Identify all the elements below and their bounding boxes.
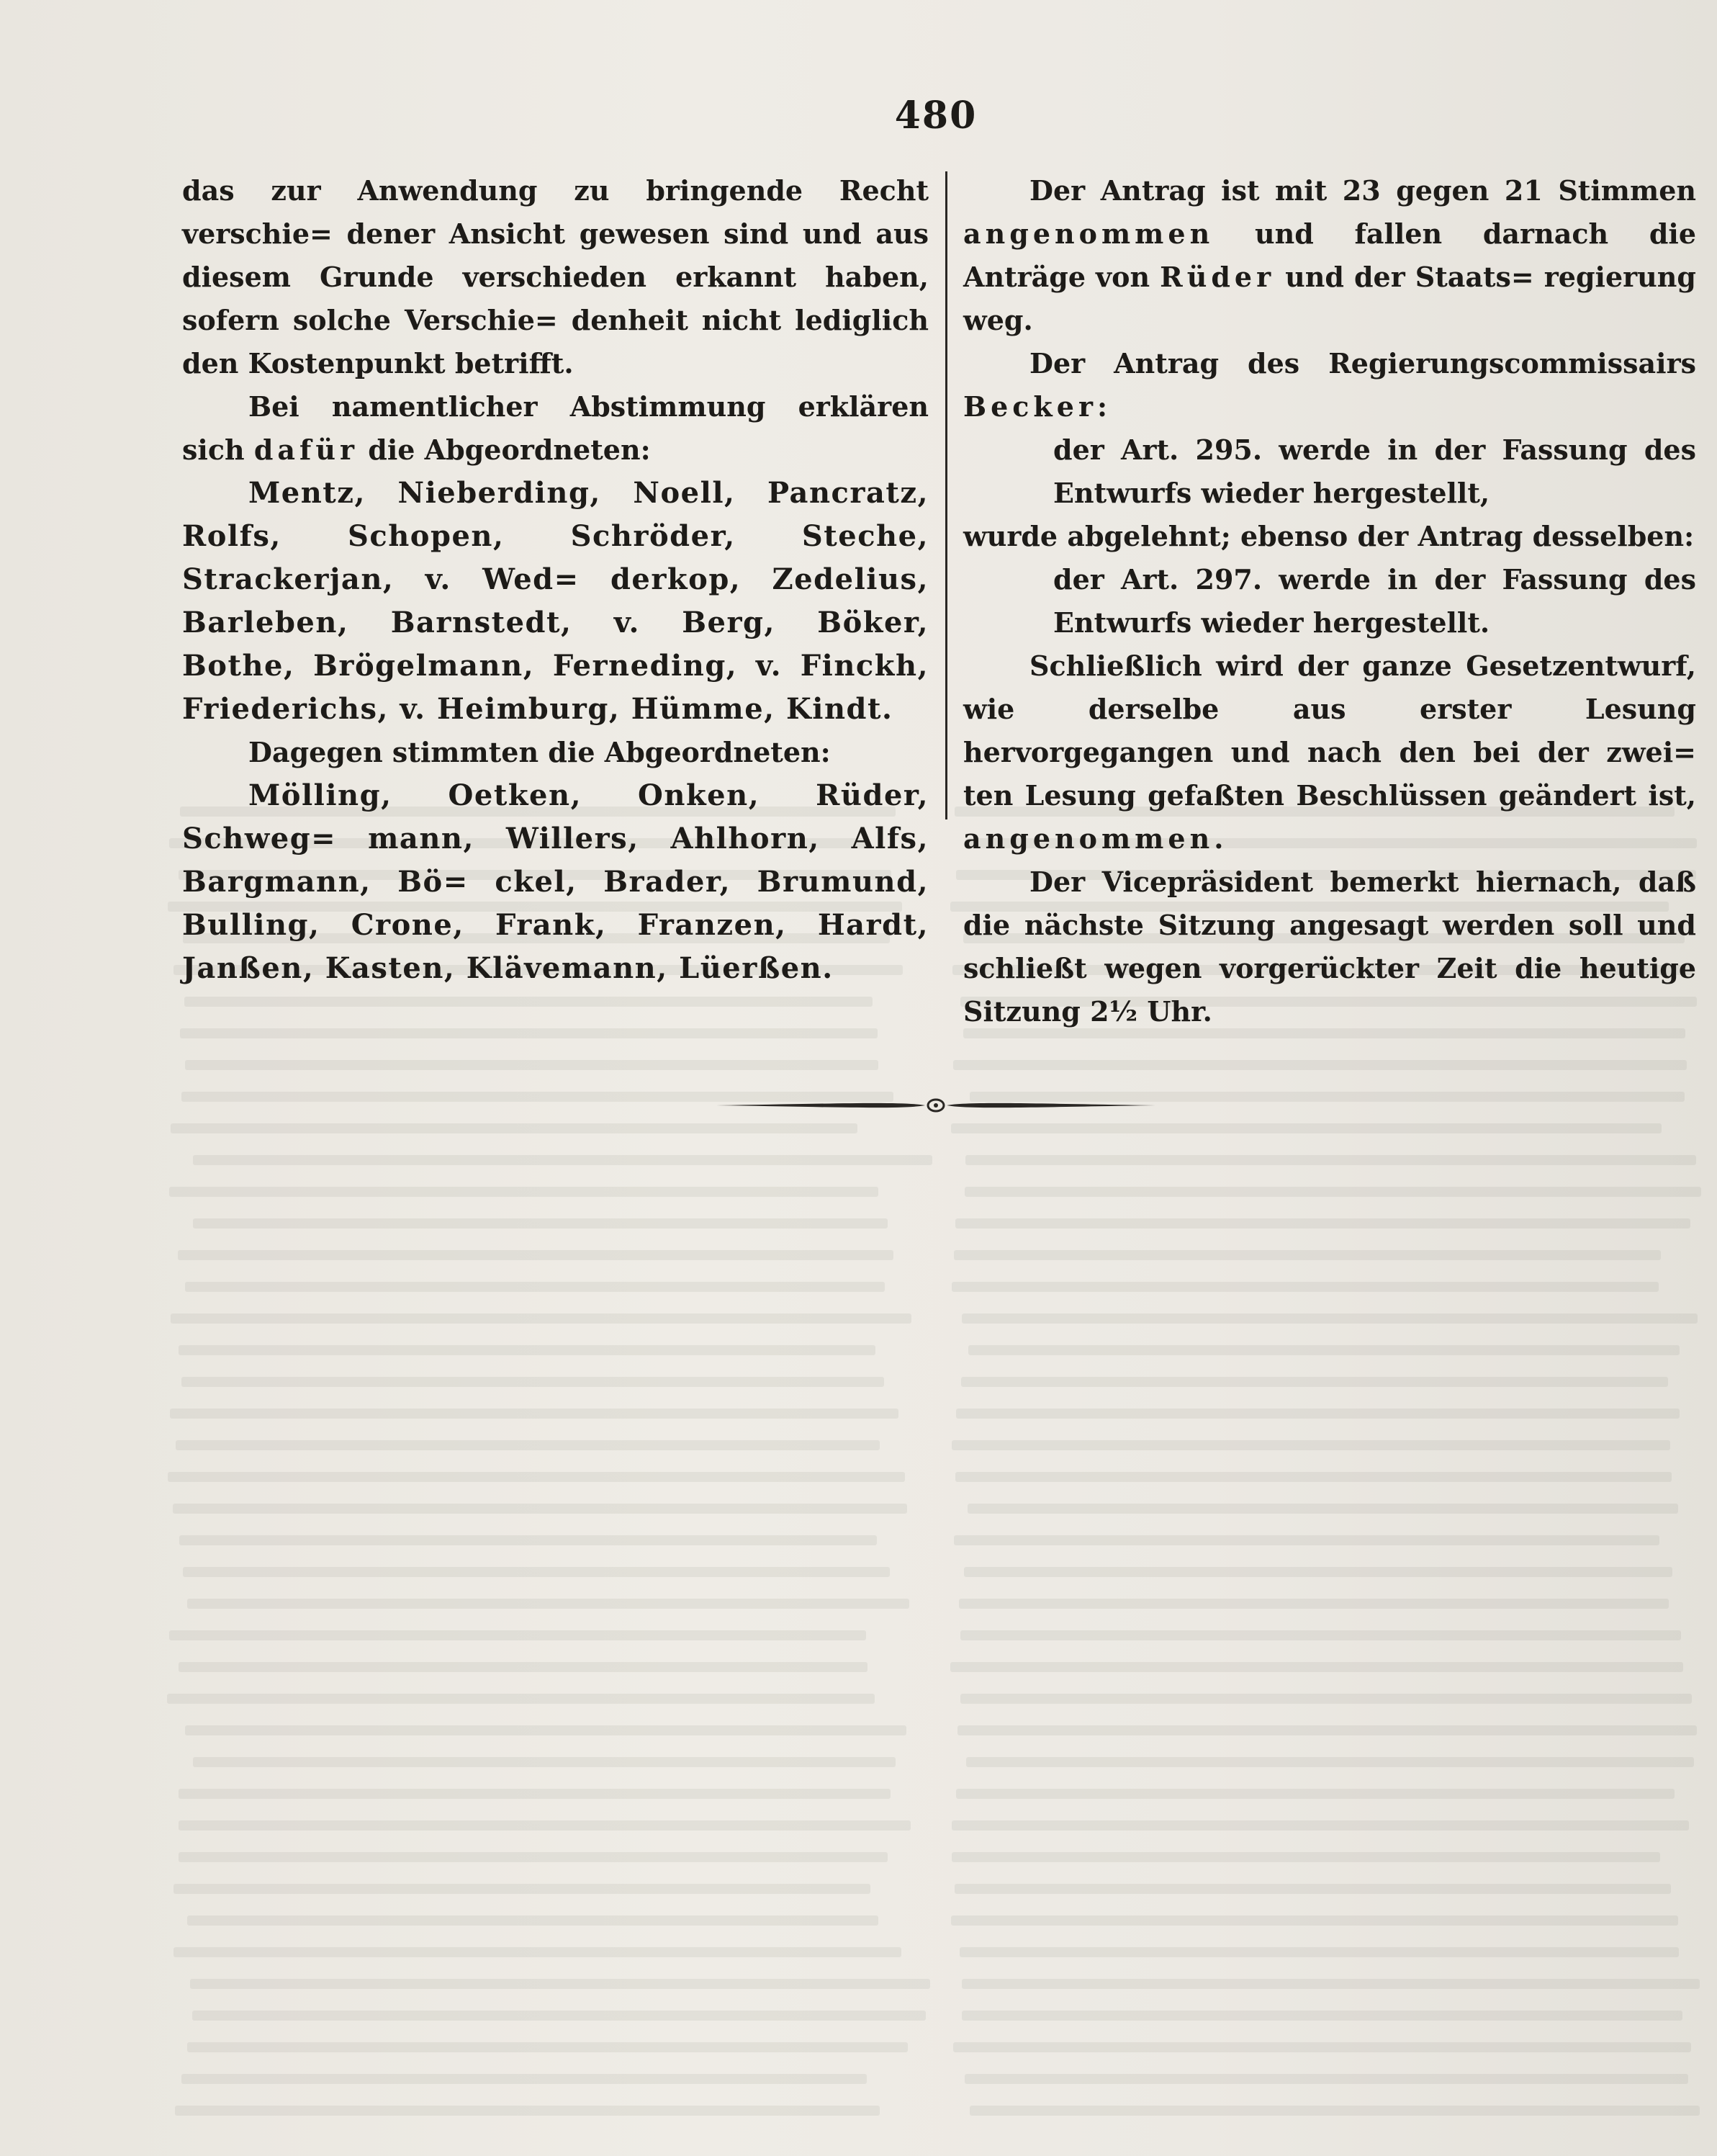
- commissioner-name: Becker:: [963, 390, 1112, 423]
- vote-intro-against: Dagegen stimmten die Abgeordneten:: [248, 736, 831, 768]
- final-adoption-emph: angenommen.: [963, 822, 1228, 855]
- commissioner-motion-start: Der Antrag des Regierungscommissairs: [1029, 347, 1696, 379]
- vote-intro-for: [182, 385, 929, 472]
- result-end: und der Staats= regierung weg.: [963, 261, 1697, 336]
- left-paragraph-continuation: das zur Anwendung zu bringende Recht verschie= dener Ansicht gewesen sind und aus diesem Grunde verschieden erkannt haben, sofern solche Verschie= denheit nicht lediglich den Kostenpunkt betrifft.: [182, 174, 929, 379]
- closing-paragraph: Der Vicepräsident bemerkt hiernach, daß die nächste Sitzung angesagt werden soll und schließt wegen vorgerückter Zeit die heutige Sitzung 2½ Uhr.: [963, 866, 1696, 1028]
- ornament-left-swash: [716, 1103, 925, 1108]
- final-adoption-start: Schließlich wird der ganze Gesetzentwurf, wie derselbe aus erster Lesung hervorgegangen und nach den bei der zwei= ten Lesung gefaßten Beschlüssen geändert ist,: [963, 650, 1696, 812]
- right-column: [963, 169, 1696, 1033]
- vote-intro-for-start: Bei namentlicher Abstimmung erklären sich: [182, 390, 929, 466]
- page-number: 480: [894, 94, 978, 138]
- motion-quote-295: der Art. 295. werde in der Fassung des Entwurfs wieder hergestellt,: [1053, 434, 1696, 509]
- result-mid: und fallen darnach die Anträge von: [963, 217, 1696, 293]
- rejected-paragraph: wurde abgelehnt; ebenso der Antrag desselben:: [963, 520, 1695, 552]
- motion-quote-297: der Art. 297. werde in der Fassung des Entwurfs wieder hergestellt.: [1053, 563, 1696, 639]
- vote-intro-for-end: die Abgeordneten:: [368, 434, 651, 466]
- left-column: [182, 169, 929, 990]
- result-emph: angenommen: [963, 217, 1214, 250]
- final-adoption-paragraph: [963, 644, 1696, 861]
- commissioner-motion-intro: [963, 342, 1696, 428]
- ornamental-divider: [716, 1092, 1155, 1118]
- column-divider: [945, 171, 947, 819]
- names-for-list: Mentz, Nieberding, Noell, Pancratz, Rolfs, Schopen, Schröder, Steche, Strackerjan, v. Wed= derkop, Zedelius, Barleben, Barnstedt, v. Berg, Böker, Bothe, Brögelmann, Ferneding, v. Finckh, Friederichs, v. Heimburg, Hümme, Kindt.: [182, 476, 929, 726]
- result-start: Der Antrag ist mit 23 gegen 21 Stimmen: [1029, 174, 1696, 207]
- ornament-center-dot: [934, 1103, 938, 1108]
- result-paragraph: [963, 169, 1696, 342]
- vote-intro-for-emph: dafür: [253, 434, 359, 466]
- result-name: Rüder: [1160, 261, 1276, 293]
- names-against-list: Mölling, Oetken, Onken, Rüder, Schweg= mann, Willers, Ahlhorn, Alfs, Bargmann, Bö= ckel, Brader, Brumund, Bulling, Crone, Frank, Franzen, Hardt, Janßen, Kasten, Klävemann, Lüerßen.: [182, 778, 929, 985]
- ornament-right-swash: [947, 1103, 1155, 1108]
